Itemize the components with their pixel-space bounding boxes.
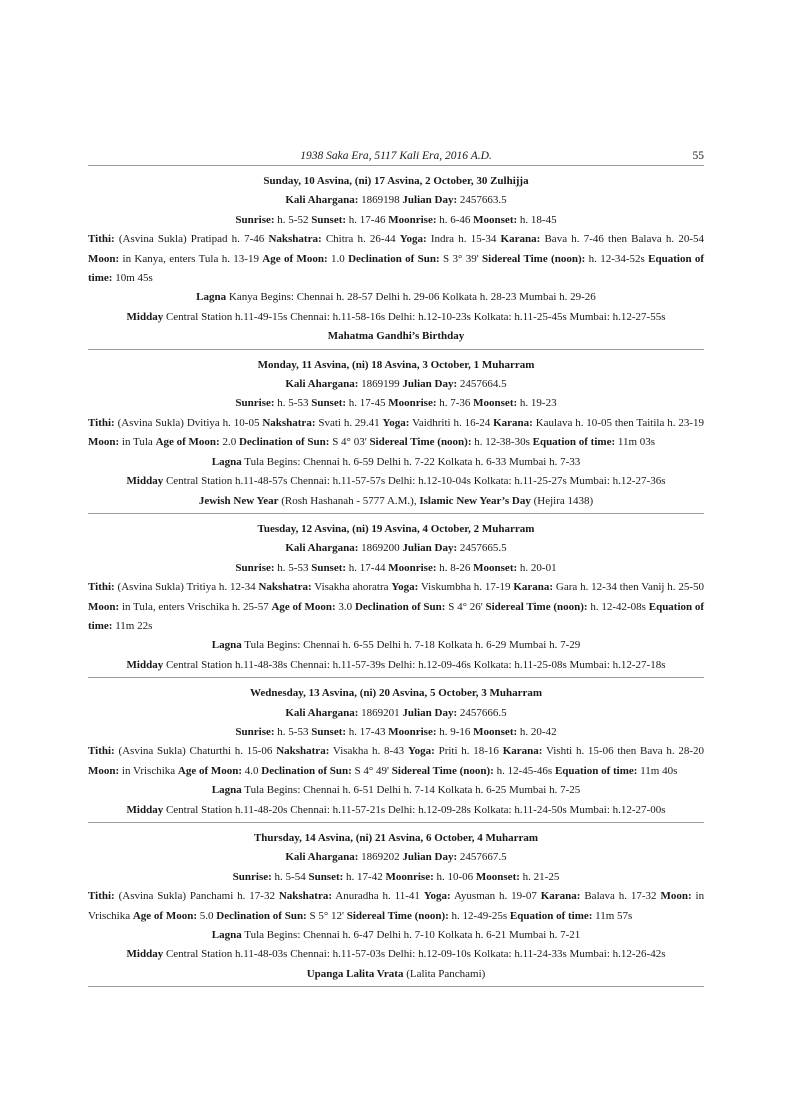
festival-name: Jewish New Year [198,494,279,507]
age-label: Age of Moon: [271,600,336,613]
festival-line [88,965,704,984]
karana-label: Karana: [493,416,533,429]
day-entry [88,513,704,677]
julian-label: Julian Day: [402,194,458,207]
tithi-label: Tithi: [88,233,115,246]
eqtime-value: 11m 57s [595,909,633,922]
declination-value: S 4° 26' [448,600,483,613]
day-entry [88,165,704,349]
moonrise-label: Moonrise: [388,725,437,738]
nakshatra-label: Nakshatra: [258,581,312,594]
julian-label: Julian Day: [402,851,458,864]
sunset-label: Sunset: [311,725,347,738]
sidereal-value: h. 12-49-25s [451,909,508,922]
moon-value: in Vrischika [121,764,176,777]
age-value: 4.0 [244,764,259,777]
moonset-value: h. 21-25 [522,870,560,883]
moonrise-label: Moonrise: [388,561,437,574]
tithi-label: Tithi: [88,890,115,903]
festival-detail: (Rosh Hashanah - 5777 A.M.), [278,494,420,507]
moonrise-label: Moonrise: [385,870,434,883]
sidereal-label: Sidereal Time (noon): [391,764,494,777]
midday-value: Central Station h.11-49-15s Chennai: h.11-58-16s Delhi: h.12-10-23s Kolkata: h.11-25-45s Mumbai: h.12-27-55s [165,310,666,323]
lagna-label: Lagna [211,784,242,797]
moonset-value: h. 20-42 [519,725,557,738]
moonrise-value: h. 8-26 [439,561,471,574]
lagna-value: Tula Begins: Chennai h. 6-51 Delhi h. 7-14 Kolkata h. 6-25 Mumbai h. 7-25 [244,784,581,797]
header-title: 1938 Saka Era, 5117 Kali Era, 2016 A.D. [300,150,492,162]
sidereal-value: h. 12-42-08s [590,600,646,613]
ahargana-label: Kali Ahargana: [285,706,359,719]
ahargana-value: 1869202 [361,851,400,864]
moon-value: in Tula [121,436,153,449]
almanac-page [88,148,704,987]
lagna-line [88,926,704,945]
festival-detail: (Lalita Panchami) [403,967,486,980]
lagna-label: Lagna [211,929,242,942]
midday-value: Central Station h.11-48-57s Chennai: h.11-57-57s Delhi: h.12-10-04s Kolkata: h.11-25-27s Mumbai: h.12-27-36s [165,475,666,488]
nakshatra-value: Svati h. 29.41 [318,416,380,429]
declination-label: Declination of Sun: [348,252,440,265]
ahargana-label: Kali Ahargana: [285,378,359,391]
sunrise-label: Sunrise: [232,870,272,883]
julian-value: 2457666.5 [459,706,507,719]
festival-line [88,327,704,346]
sunset-label: Sunset: [308,870,344,883]
tithi-value: (Asvina Sukla) Dvitiya h. 10-05 [117,416,260,429]
karana-value: Bava h. 7-46 then Balava h. 20-54 [544,233,704,246]
moon-label: Moon: [660,890,692,903]
moonrise-label: Moonrise: [388,213,437,226]
moonrise-label: Moonrise: [388,397,437,410]
tithi-label: Tithi: [88,416,115,429]
moon-value: in Vrischika [88,890,705,922]
julian-label: Julian Day: [402,378,458,391]
declination-label: Declination of Sun: [216,909,307,922]
ahargana-value: 1869199 [361,378,400,391]
sun-moon-times [88,559,704,578]
lagna-value: Kanya Begins: Chennai h. 28-57 Delhi h. 29-06 Kolkata h. 28-23 Mumbai h. 29-26 [228,291,596,304]
age-label: Age of Moon: [155,436,220,449]
eqtime-value: 11m 40s [640,764,678,777]
midday-label: Midday [126,310,164,323]
nakshatra-value: Chitra h. 26-44 [325,233,396,246]
nakshatra-value: Anuradha h. 11-41 [335,890,420,903]
sun-moon-times [88,723,704,742]
karana-label: Karana: [540,890,581,903]
declination-label: Declination of Sun: [354,600,446,613]
panchang-paragraph [88,578,704,636]
yoga-label: Yoga: [399,233,427,246]
sunset-value: h. 17-44 [348,561,386,574]
nakshatra-label: Nakshatra: [268,233,322,246]
midday-line [88,801,704,820]
midday-value: Central Station h.11-48-03s Chennai: h.11-57-03s Delhi: h.12-09-10s Kolkata: h.11-24-33s Mumbai: h.12-26-42s [165,948,666,961]
sunset-value: h. 17-45 [348,397,386,410]
eqtime-value: 11m 22s [115,619,153,632]
moonset-label: Moonset: [473,725,518,738]
nakshatra-label: Nakshatra: [278,890,333,903]
midday-label: Midday [126,658,164,671]
lagna-value: Tula Begins: Chennai h. 6-59 Delhi h. 7-22 Kolkata h. 6-33 Mumbai h. 7-33 [244,455,581,468]
karana-value: Kaulava h. 10-05 then Taitila h. 23-19 [535,416,704,429]
midday-label: Midday [126,948,164,961]
karana-label: Karana: [502,745,543,758]
moonrise-value: h. 9-16 [439,725,471,738]
ahargana-value: 1869198 [361,194,400,207]
page-number: 55 [692,150,704,162]
sunrise-label: Sunrise: [235,213,275,226]
midday-line [88,472,704,491]
moonset-label: Moonset: [473,213,518,226]
festival-name: Mahatma Gandhi’s Birthday [327,330,465,343]
sunrise-label: Sunrise: [235,397,275,410]
moon-label: Moon: [88,436,120,449]
running-header [88,148,704,165]
eqtime-value: 11m 03s [617,436,656,449]
sunrise-label: Sunrise: [235,561,275,574]
lagna-value: Tula Begins: Chennai h. 6-55 Delhi h. 7-18 Kolkata h. 6-29 Mumbai h. 7-29 [244,639,581,652]
moon-value: in Kanya, enters Tula h. 13-19 [122,252,259,265]
sidereal-label: Sidereal Time (noon): [485,600,588,613]
tithi-value: (Asvina Sukla) Pratipad h. 7-46 [118,233,265,246]
age-label: Age of Moon: [132,909,198,922]
sidereal-value: h. 12-38-30s [474,436,530,449]
moonset-value: h. 19-23 [519,397,557,410]
julian-value: 2457665.5 [459,542,507,555]
sidereal-value: h. 12-45-46s [496,764,553,777]
ahargana-label: Kali Ahargana: [285,542,359,555]
sun-moon-times [88,868,704,887]
moon-label: Moon: [88,252,120,265]
julian-value: 2457667.5 [459,851,507,864]
karana-value: Vishti h. 15-06 then Bava h. 28-20 [545,745,705,758]
lagna-line [88,453,704,472]
declination-label: Declination of Sun: [261,764,352,777]
sidereal-label: Sidereal Time (noon): [482,252,586,265]
day-title: Wednesday, 13 Asvina, (ni) 20 Asvina, 5 October, 3 Muharram [249,687,543,700]
sunset-value: h. 17-43 [348,725,386,738]
nakshatra-label: Nakshatra: [262,416,316,429]
day-entry [88,677,704,822]
midday-line [88,308,704,327]
ahargana-line [88,848,704,867]
sunrise-value: h. 5-53 [277,397,309,410]
age-label: Age of Moon: [177,764,243,777]
karana-label: Karana: [500,233,541,246]
tithi-value: (Asvina Sukla) Tritiya h. 12-34 [117,581,256,594]
moonset-value: h. 20-01 [519,561,557,574]
ahargana-value: 1869200 [361,542,400,555]
midday-label: Midday [126,803,164,816]
age-value: 5.0 [199,909,214,922]
day-title: Thursday, 14 Asvina, (ni) 21 Asvina, 6 October, 4 Muharram [253,832,539,844]
yoga-value: Priti h. 18-16 [438,745,499,758]
eqtime-label: Equation of time: [88,600,705,632]
nakshatra-value: Visakha h. 8-43 [332,745,405,758]
age-value: 2.0 [222,436,237,449]
eqtime-label: Equation of time: [88,252,705,285]
moonrise-value: h. 7-36 [439,397,471,410]
ahargana-line [88,375,704,394]
day-title: Tuesday, 12 Asvina, (ni) 19 Asvina, 4 October, 2 Muharram [257,522,535,535]
julian-label: Julian Day: [402,542,458,555]
day-title: Monday, 11 Asvina, (ni) 18 Asvina, 3 October, 1 Muharram [257,358,535,371]
sunset-label: Sunset: [311,213,347,226]
karana-value: Gara h. 12-34 then Vanij h. 25-50 [555,581,705,594]
lagna-label: Lagna [196,291,227,304]
sunrise-value: h. 5-52 [277,213,309,226]
festival-line [88,492,704,511]
karana-value: Balava h. 17-32 [584,890,657,903]
moonrise-value: h. 6-46 [439,213,471,226]
day-entry [88,349,704,513]
julian-label: Julian Day: [402,706,458,719]
declination-label: Declination of Sun: [238,436,330,449]
yoga-value: Viskumbha h. 17-19 [420,581,511,594]
declination-value: S 5° 12' [309,909,344,922]
yoga-label: Yoga: [382,416,410,429]
yoga-value: Indra h. 15-34 [430,233,497,246]
ahargana-line [88,704,704,723]
yoga-value: Vaidhriti h. 16-24 [412,416,491,429]
moon-value: in Tula, enters Vrischika h. 25-57 [121,600,269,613]
sunrise-value: h. 5-54 [274,870,306,883]
lagna-line [88,781,704,800]
sidereal-value: h. 12-34-52s [588,252,645,265]
tithi-value: (Asvina Sukla) Panchami h. 17-32 [118,890,275,903]
moonset-value: h. 18-45 [519,213,557,226]
midday-value: Central Station h.11-48-38s Chennai: h.11-57-39s Delhi: h.12-09-46s Kolkata: h.11-25-08s Mumbai: h.12-27-18s [165,658,666,671]
midday-line [88,656,704,675]
moon-label: Moon: [88,764,120,777]
panchang-paragraph [88,414,704,453]
yoga-label: Yoga: [391,581,419,594]
karana-label: Karana: [513,581,554,594]
yoga-label: Yoga: [423,890,451,903]
sunset-label: Sunset: [311,397,347,410]
eqtime-label: Equation of time: [509,909,593,922]
declination-value: S 4° 03' [332,436,367,449]
lagna-label: Lagna [211,455,242,468]
panchang-paragraph [88,230,704,288]
festival-name: Islamic New Year’s Day [419,494,531,507]
julian-value: 2457663.5 [459,194,507,207]
lagna-label: Lagna [211,639,242,652]
sidereal-label: Sidereal Time (noon): [346,909,449,922]
sunset-value: h. 17-46 [348,213,386,226]
yoga-label: Yoga: [407,745,435,758]
eqtime-label: Equation of time: [532,436,616,449]
moonset-label: Moonset: [473,397,518,410]
festival-name: Upanga Lalita Vrata [306,967,404,980]
ahargana-label: Kali Ahargana: [285,851,359,864]
day-entry [88,822,704,986]
panchang-paragraph [88,887,704,926]
moonset-label: Moonset: [475,870,520,883]
lagna-line [88,288,704,307]
sunset-value: h. 17-42 [346,870,383,883]
declination-value: S 3° 39' [443,252,479,265]
panchang-paragraph [88,742,704,781]
moon-label: Moon: [88,600,120,613]
age-value: 1.0 [330,252,345,265]
sunrise-label: Sunrise: [235,725,275,738]
tithi-label: Tithi: [88,745,115,758]
day-title: Sunday, 10 Asvina, (ni) 17 Asvina, 2 October, 30 Zulhijja [263,175,529,187]
ahargana-line [88,191,704,210]
lagna-line [88,636,704,655]
midday-value: Central Station h.11-48-20s Chennai: h.11-57-21s Delhi: h.12-09-28s Kolkata: h.11-24-50s Mumbai: h.12-27-00s [165,803,666,816]
tithi-label: Tithi: [88,581,115,594]
ahargana-label: Kali Ahargana: [285,194,359,207]
sun-moon-times [88,394,704,413]
midday-label: Midday [126,475,164,488]
eqtime-label: Equation of time: [554,764,638,777]
age-label: Age of Moon: [262,252,328,265]
nakshatra-label: Nakshatra: [276,745,330,758]
nakshatra-value: Visakha ahoratra [314,581,389,594]
sun-moon-times [88,211,704,230]
tithi-value: (Asvina Sukla) Chaturthi h. 15-06 [118,745,273,758]
moonset-label: Moonset: [473,561,518,574]
bottom-rule [88,986,704,987]
sunrise-value: h. 5-53 [277,725,309,738]
sunset-label: Sunset: [311,561,347,574]
declination-value: S 4° 49' [354,764,390,777]
eqtime-value: 10m 45s [115,272,153,285]
age-value: 3.0 [338,600,353,613]
moonrise-value: h. 10-06 [436,870,474,883]
ahargana-line [88,539,704,558]
ahargana-value: 1869201 [361,706,400,719]
festival-detail: (Hejira 1438) [530,494,594,507]
julian-value: 2457664.5 [459,378,507,391]
midday-line [88,945,704,964]
yoga-value: Ayusman h. 19-07 [454,890,537,903]
day-entries [88,165,704,987]
sidereal-label: Sidereal Time (noon): [369,436,472,449]
sunrise-value: h. 5-53 [277,561,309,574]
lagna-value: Tula Begins: Chennai h. 6-47 Delhi h. 7-10 Kolkata h. 6-21 Mumbai h. 7-21 [244,929,581,942]
